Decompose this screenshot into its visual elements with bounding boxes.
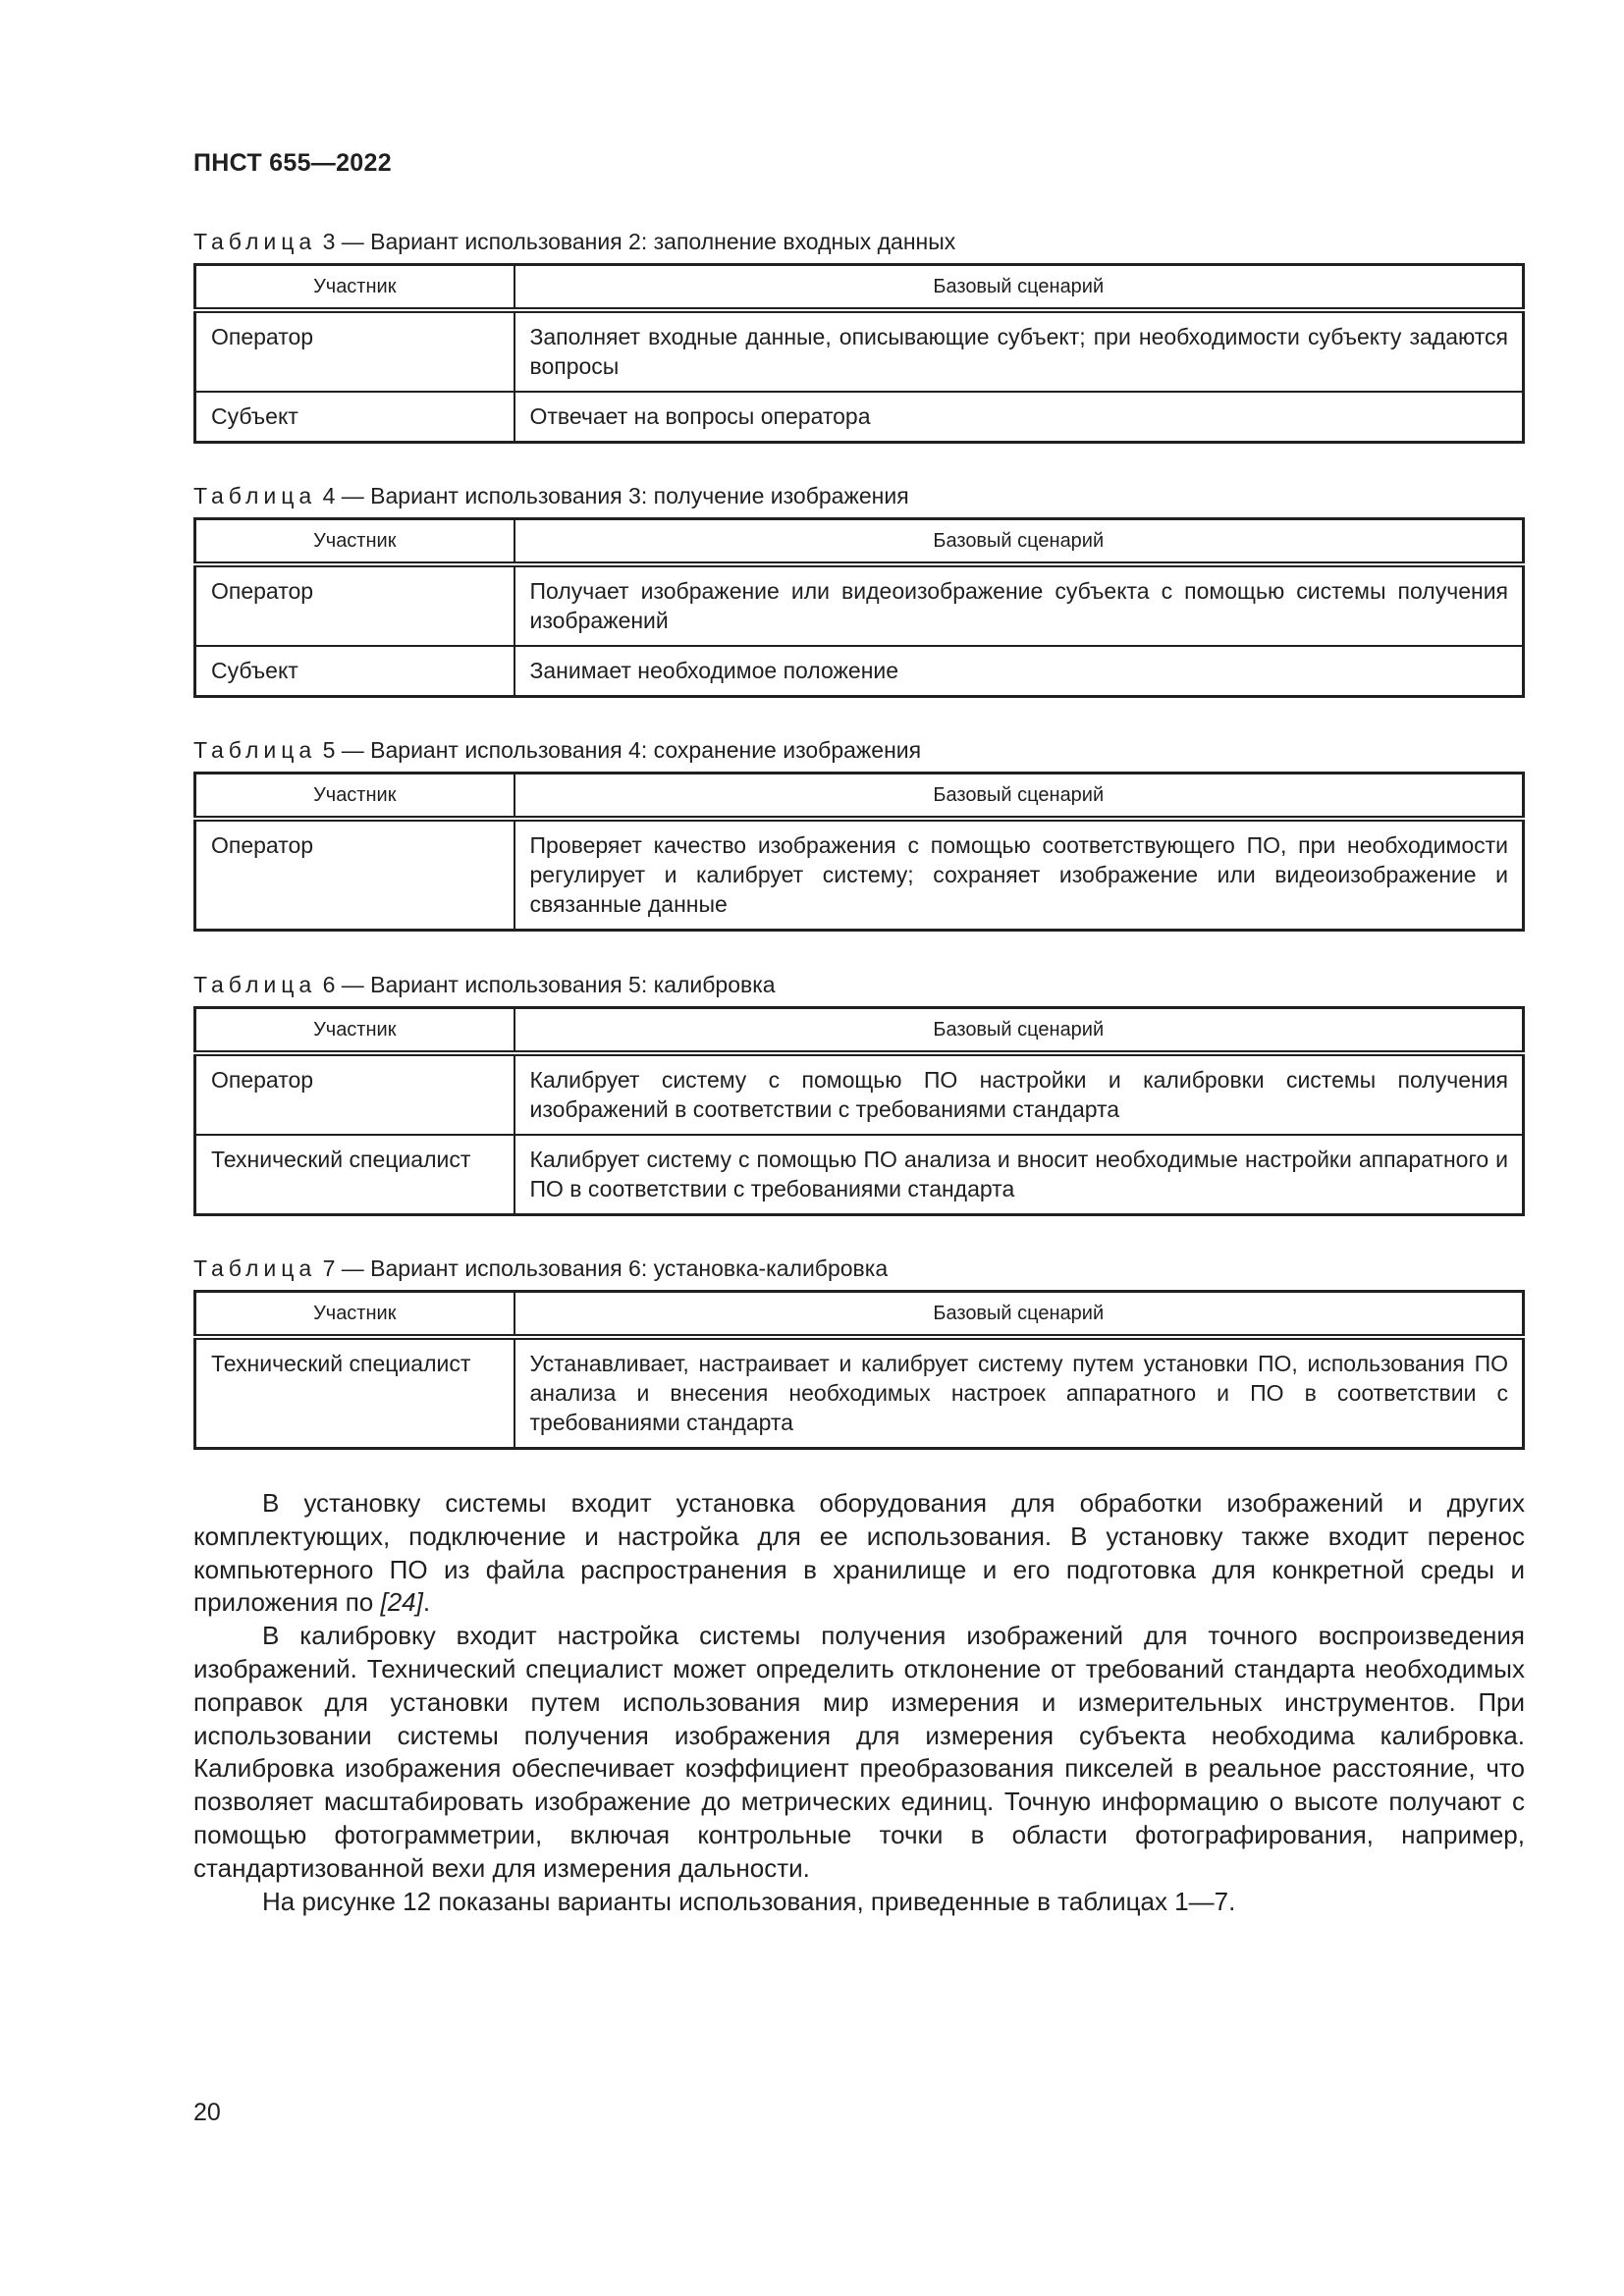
- caption-word: Таблица: [193, 229, 317, 254]
- paragraph-text: В установку системы входит установка оборудования для обработки изображений и других комплектующих, подключение и настройка для ее использования. В установку также входит перенос компьютерного ПО из файла распространения в хранилище и его подготовка для конкретной среды и приложения по: [193, 1488, 1525, 1618]
- caption-word: Таблица: [193, 972, 317, 997]
- column-header-scenario: Базовый сценарий: [514, 774, 1524, 820]
- table-row: [195, 1337, 1524, 1449]
- table-caption: [193, 227, 1525, 256]
- table-row: [195, 310, 1524, 392]
- table-row: [195, 564, 1524, 646]
- table-3-block: [193, 227, 1525, 444]
- column-header-scenario: Базовый сценарий: [514, 1292, 1524, 1338]
- bibliography-reference: [24]: [380, 1587, 423, 1618]
- document-id-header: ПНСТ 655—2022: [193, 149, 392, 177]
- participant-cell: Субъект: [195, 646, 514, 697]
- table-6-block: [193, 970, 1525, 1216]
- table-7: [193, 1290, 1525, 1450]
- table-5-block: [193, 735, 1525, 932]
- scenario-cell: Занимает необходимое положение: [514, 646, 1524, 697]
- table-5: [193, 772, 1525, 932]
- scenario-cell: Проверяет качество изображения с помощью соответствующего ПО, при необходимости регулирует и калибрует систему; сохраняет изображение или видеоизображение и связанные данные: [514, 819, 1524, 931]
- scenario-cell: Заполняет входные данные, описывающие субъект; при необходимости субъекту задаются вопросы: [514, 310, 1524, 392]
- caption-text: 3 — Вариант использования 2: заполнение входных данных: [322, 229, 956, 254]
- body-text: [193, 1487, 1525, 1918]
- paragraph-end: .: [422, 1587, 431, 1618]
- participant-cell: Оператор: [195, 1053, 514, 1135]
- scenario-cell: Калибрует систему с помощью ПО анализа и вносит необходимые настройки аппаратного и ПО в соответствии с требованиями стандарта: [514, 1135, 1524, 1215]
- column-header-participant: Участник: [195, 265, 514, 311]
- page-number: 20: [193, 2099, 221, 2126]
- scenario-cell: Калибрует систему с помощью ПО настройки и калибровки системы получения изображений в соответствии с требованиями стандарта: [514, 1053, 1524, 1135]
- caption-text: 5 — Вариант использования 4: сохранение изображения: [322, 737, 922, 763]
- participant-cell: Оператор: [195, 819, 514, 931]
- table-4: [193, 517, 1525, 698]
- caption-text: 7 — Вариант использования 6: установка-калибровка: [322, 1255, 889, 1281]
- table-caption: [193, 735, 1525, 765]
- table-6: [193, 1006, 1525, 1216]
- table-row: [195, 1053, 1524, 1135]
- table-row: [195, 392, 1524, 443]
- caption-word: Таблица: [193, 737, 317, 763]
- scenario-cell: Отвечает на вопросы оператора: [514, 392, 1524, 443]
- caption-word: Таблица: [193, 483, 317, 508]
- table-caption: [193, 1254, 1525, 1283]
- column-header-scenario: Базовый сценарий: [514, 519, 1524, 565]
- column-header-participant: Участник: [195, 1292, 514, 1338]
- caption-text: 6 — Вариант использования 5: калибровка: [322, 972, 776, 997]
- caption-word: Таблица: [193, 1255, 317, 1281]
- table-3: [193, 263, 1525, 444]
- paragraph-calibration: В калибровку входит настройка системы получения изображений для точного воспроизведения изображений. Технический специалист может определить отклонение от требований стандарта необходимых поправок для установки путем использования мир измерения и измерительных инструментов. При использовании системы получения изображения для измерения субъекта необходима калибровка. Калибровка изображения обеспечивает коэффициент преобразования пикселей в реальное расстояние, что позволяет масштабировать изображение до метрических единиц. Точную информацию о высоте получают с помощью фотограмметрии, включая контрольные точки в области фотографирования, например, стандартизованной вехи для измерения дальности.: [193, 1621, 1525, 1883]
- column-header-scenario: Базовый сценарий: [514, 1008, 1524, 1054]
- column-header-participant: Участник: [195, 774, 514, 820]
- table-4-block: [193, 481, 1525, 698]
- table-7-block: [193, 1254, 1525, 1450]
- paragraph-installation: [193, 1487, 1525, 1620]
- paragraph-figure-reference: На рисунке 12 показаны варианты использования, приведенные в таблицах 1—7.: [262, 1886, 1236, 1916]
- column-header-scenario: Базовый сценарий: [514, 265, 1524, 311]
- scenario-cell: Получает изображение или видеоизображение субъекта с помощью системы получения изображений: [514, 564, 1524, 646]
- participant-cell: Оператор: [195, 310, 514, 392]
- table-row: [195, 1135, 1524, 1215]
- scenario-cell: Устанавливает, настраивает и калибрует систему путем установки ПО, использования ПО анализа и внесения необходимых настроек аппаратного и ПО в соответствии с требованиями стандарта: [514, 1337, 1524, 1449]
- caption-text: 4 — Вариант использования 3: получение изображения: [322, 483, 909, 508]
- column-header-participant: Участник: [195, 519, 514, 565]
- participant-cell: Технический специалист: [195, 1337, 514, 1449]
- column-header-participant: Участник: [195, 1008, 514, 1054]
- participant-cell: Оператор: [195, 564, 514, 646]
- table-caption: [193, 970, 1525, 999]
- table-row: [195, 819, 1524, 931]
- participant-cell: Субъект: [195, 392, 514, 443]
- participant-cell: Технический специалист: [195, 1135, 514, 1215]
- table-caption: [193, 481, 1525, 510]
- table-row: [195, 646, 1524, 697]
